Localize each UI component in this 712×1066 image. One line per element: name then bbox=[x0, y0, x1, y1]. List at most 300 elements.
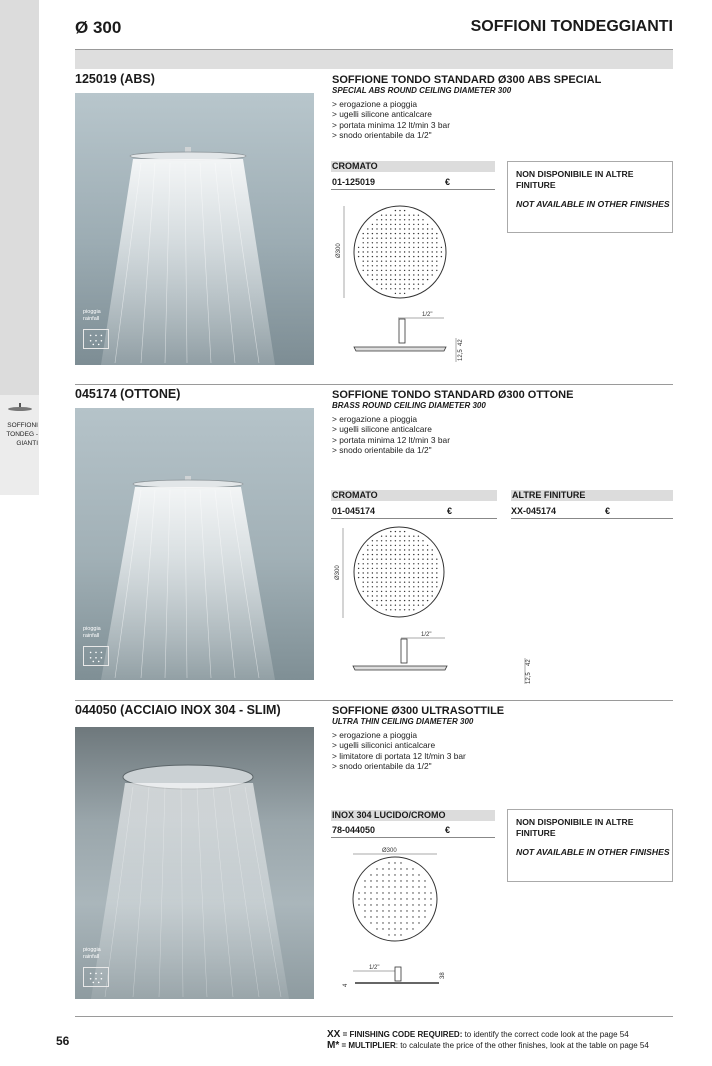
nozzle-dot bbox=[363, 572, 364, 573]
nozzle-dot bbox=[358, 568, 359, 569]
nozzle-dot bbox=[399, 554, 400, 555]
nozzle-dot bbox=[409, 540, 410, 541]
nozzle-dot bbox=[409, 270, 410, 271]
finish-label: CROMATO bbox=[331, 161, 495, 172]
nozzle-dot bbox=[376, 568, 377, 569]
nozzle-dot bbox=[432, 591, 433, 592]
footer-divider bbox=[75, 1016, 673, 1017]
nozzle-dot bbox=[412, 904, 413, 905]
nozzle-dot bbox=[436, 577, 437, 578]
nozzle-dot bbox=[386, 215, 387, 216]
nozzle-dot bbox=[404, 582, 405, 583]
nozzle-dot bbox=[400, 928, 401, 929]
nozzle-dot bbox=[386, 256, 387, 257]
nozzle-dot bbox=[404, 293, 405, 294]
nozzle-dot bbox=[390, 586, 391, 587]
nozzle-dot bbox=[412, 874, 413, 875]
nozzle-dot bbox=[376, 874, 377, 875]
nozzle-dot bbox=[422, 600, 423, 601]
nozzle-dot bbox=[424, 904, 425, 905]
nozzle-dot bbox=[376, 572, 377, 573]
nozzle-dot bbox=[386, 279, 387, 280]
dim-height-2: 38 bbox=[440, 972, 446, 979]
nozzle-dot bbox=[424, 916, 425, 917]
nozzle-dot bbox=[390, 605, 391, 606]
nozzle-dot bbox=[395, 288, 396, 289]
nozzle-dot bbox=[367, 577, 368, 578]
nozzle-dot bbox=[418, 916, 419, 917]
nozzle-dot bbox=[376, 256, 377, 257]
nozzle-dot bbox=[372, 540, 373, 541]
nozzle-dot bbox=[395, 595, 396, 596]
nozzle-dot bbox=[418, 922, 419, 923]
nozzle-dot bbox=[395, 215, 396, 216]
nozzle-dot bbox=[399, 219, 400, 220]
footer-xx-legend: XX = FINISHING CODE REQUIRED: to identify the correct code look at the page 54 bbox=[327, 1029, 629, 1040]
nozzle-dot bbox=[404, 609, 405, 610]
nozzle-dot bbox=[404, 274, 405, 275]
nozzle-dot bbox=[370, 898, 371, 899]
nozzle-dot bbox=[418, 288, 419, 289]
nozzle-dot bbox=[370, 874, 371, 875]
other-finishes-label: ALTRE FINITURE bbox=[511, 490, 673, 501]
nozzle-dot bbox=[424, 910, 425, 911]
nozzle-dot bbox=[400, 898, 401, 899]
nozzle-dot bbox=[404, 284, 405, 285]
nozzle-dot bbox=[412, 886, 413, 887]
nozzle-dot bbox=[427, 270, 428, 271]
nozzle-dot bbox=[367, 247, 368, 248]
nozzle-dot bbox=[418, 874, 419, 875]
nozzle-dot bbox=[363, 582, 364, 583]
photo-label: pioggia rainfall bbox=[83, 626, 101, 639]
nozzle-dot bbox=[395, 238, 396, 239]
nozzle-dot bbox=[386, 554, 387, 555]
nozzle-dot bbox=[399, 270, 400, 271]
nozzle-dot bbox=[413, 582, 414, 583]
nozzle-dot bbox=[409, 247, 410, 248]
nozzle-dot bbox=[409, 554, 410, 555]
nozzle-dot bbox=[381, 256, 382, 257]
nozzle-dot bbox=[399, 605, 400, 606]
nozzle-dot bbox=[381, 270, 382, 271]
nozzle-dot bbox=[432, 265, 433, 266]
shower-photo-art bbox=[75, 93, 314, 365]
nozzle-dot bbox=[376, 242, 377, 243]
nozzle-dot bbox=[409, 568, 410, 569]
nozzle-dot bbox=[372, 582, 373, 583]
nozzle-dot bbox=[372, 572, 373, 573]
dim-diameter: Ø300 bbox=[335, 565, 341, 580]
nozzle-dot bbox=[436, 563, 437, 564]
nozzle-dot bbox=[363, 261, 364, 262]
nozzle-dot bbox=[432, 586, 433, 587]
nozzle-dot bbox=[400, 874, 401, 875]
nozzle-dot bbox=[422, 270, 423, 271]
nozzle-dot bbox=[395, 224, 396, 225]
nozzle-dot bbox=[399, 595, 400, 596]
product-code: 045174 (OTTONE) bbox=[75, 387, 181, 401]
nozzle-dot bbox=[395, 256, 396, 257]
nozzle-dot bbox=[400, 868, 401, 869]
nozzle-dot bbox=[432, 572, 433, 573]
nozzle-dot bbox=[358, 577, 359, 578]
nozzle-dot bbox=[418, 898, 419, 899]
nozzle-dot bbox=[395, 568, 396, 569]
dim-height-2: 42 bbox=[526, 659, 532, 666]
nozzle-dot bbox=[413, 261, 414, 262]
nozzle-dot bbox=[363, 238, 364, 239]
nozzle-dot bbox=[376, 274, 377, 275]
finish-underline bbox=[331, 837, 495, 838]
nozzle-dot bbox=[399, 545, 400, 546]
nozzle-dot bbox=[376, 559, 377, 560]
nozzle-dot bbox=[404, 600, 405, 601]
nozzle-dot bbox=[427, 256, 428, 257]
nozzle-dot bbox=[404, 536, 405, 537]
nozzle-dot bbox=[430, 898, 431, 899]
nozzle-dot bbox=[382, 922, 383, 923]
nozzle-dot bbox=[400, 916, 401, 917]
nozzle-dot bbox=[399, 536, 400, 537]
nozzle-dot bbox=[358, 892, 359, 893]
nozzle-dot bbox=[395, 274, 396, 275]
nozzle-dot bbox=[381, 288, 382, 289]
nozzle-dot bbox=[376, 868, 377, 869]
finish-code: 78-044050 bbox=[332, 825, 376, 835]
nozzle-dot bbox=[436, 572, 437, 573]
nozzle-dot bbox=[386, 224, 387, 225]
nozzle-dot bbox=[409, 559, 410, 560]
nozzle-dot bbox=[412, 916, 413, 917]
nozzle-dot bbox=[413, 238, 414, 239]
nozzle-dot bbox=[432, 563, 433, 564]
product-section-2 bbox=[75, 384, 673, 699]
nozzle-dot bbox=[388, 928, 389, 929]
nozzle-dot bbox=[413, 545, 414, 546]
nozzle-dot bbox=[386, 609, 387, 610]
nozzle-dot bbox=[404, 270, 405, 271]
nozzle-dot bbox=[409, 279, 410, 280]
product-section-1 bbox=[75, 69, 673, 384]
nozzle-dot bbox=[363, 563, 364, 564]
nozzle-dot bbox=[399, 233, 400, 234]
nozzle-dot bbox=[370, 922, 371, 923]
nozzle-dot bbox=[372, 224, 373, 225]
nozzle-dot bbox=[432, 270, 433, 271]
nozzle-dot bbox=[386, 284, 387, 285]
nozzle-dot bbox=[382, 868, 383, 869]
nozzle-dot bbox=[363, 568, 364, 569]
nozzle-dot bbox=[404, 586, 405, 587]
nozzle-dot bbox=[427, 595, 428, 596]
nozzle-dot bbox=[388, 934, 389, 935]
nozzle-dot bbox=[364, 916, 365, 917]
nozzle-dot bbox=[432, 261, 433, 262]
nozzle-dot bbox=[432, 256, 433, 257]
nozzle-dot bbox=[395, 609, 396, 610]
nozzle-dot bbox=[370, 904, 371, 905]
nozzle-dot bbox=[409, 536, 410, 537]
nozzle-dot bbox=[399, 600, 400, 601]
nozzle-dot bbox=[399, 265, 400, 266]
nozzle-dot bbox=[381, 228, 382, 229]
nozzle-dot bbox=[376, 591, 377, 592]
nozzle-dot bbox=[409, 572, 410, 573]
finish-label: CROMATO bbox=[331, 490, 497, 501]
nozzle-dot bbox=[363, 247, 364, 248]
nozzle-dot bbox=[399, 293, 400, 294]
nozzle-dot bbox=[412, 922, 413, 923]
nozzle-dot bbox=[399, 274, 400, 275]
technical-drawing bbox=[334, 202, 494, 362]
nozzle-dot bbox=[413, 549, 414, 550]
nozzle-dot bbox=[367, 251, 368, 252]
nozzle-dot bbox=[381, 595, 382, 596]
nozzle-dot bbox=[390, 545, 391, 546]
nozzle-dot bbox=[376, 904, 377, 905]
nozzle-dot bbox=[422, 577, 423, 578]
nozzle-dot bbox=[422, 549, 423, 550]
shower-photo-art bbox=[75, 727, 314, 999]
nozzle-dot bbox=[370, 910, 371, 911]
nozzle-dot bbox=[406, 910, 407, 911]
nozzle-dot bbox=[409, 549, 410, 550]
nozzle-dot bbox=[394, 922, 395, 923]
nozzle-dot bbox=[418, 242, 419, 243]
nozzle-dot bbox=[395, 586, 396, 587]
nozzle-dot bbox=[372, 600, 373, 601]
nozzle-dot bbox=[390, 540, 391, 541]
dim-thread: 1/2" bbox=[421, 632, 432, 638]
nozzle-dot bbox=[399, 591, 400, 592]
nozzle-dot bbox=[381, 582, 382, 583]
nozzle-dot bbox=[386, 582, 387, 583]
nozzle-dot bbox=[394, 910, 395, 911]
rainfall-icon bbox=[83, 329, 109, 349]
nozzle-dot bbox=[395, 605, 396, 606]
nozzle-dot bbox=[395, 540, 396, 541]
nozzle-dot bbox=[418, 284, 419, 285]
nozzle-dot bbox=[409, 605, 410, 606]
nozzle-dot bbox=[388, 904, 389, 905]
nozzle-dot bbox=[367, 563, 368, 564]
nozzle-dot bbox=[404, 261, 405, 262]
nozzle-dot bbox=[422, 261, 423, 262]
nozzle-dot bbox=[372, 559, 373, 560]
nozzle-dot bbox=[372, 591, 373, 592]
nozzle-dot bbox=[404, 279, 405, 280]
nozzle-dot bbox=[367, 545, 368, 546]
nozzle-dot bbox=[422, 595, 423, 596]
nozzle-dot bbox=[418, 274, 419, 275]
nozzle-dot bbox=[427, 242, 428, 243]
nozzle-dot bbox=[376, 219, 377, 220]
finish-label: INOX 304 LUCIDO/CROMO bbox=[331, 810, 495, 821]
nozzle-dot bbox=[418, 549, 419, 550]
nozzle-dot bbox=[376, 582, 377, 583]
section-divider bbox=[75, 700, 673, 701]
nozzle-dot bbox=[413, 577, 414, 578]
nozzle-dot bbox=[409, 582, 410, 583]
nozzle-dot bbox=[372, 261, 373, 262]
nozzle-dot bbox=[395, 600, 396, 601]
nozzle-dot bbox=[395, 577, 396, 578]
nozzle-dot bbox=[367, 233, 368, 234]
nozzle-dot bbox=[412, 910, 413, 911]
nozzle-dot bbox=[382, 898, 383, 899]
nozzle-dot bbox=[413, 609, 414, 610]
nozzle-dot bbox=[390, 256, 391, 257]
nozzle-dot bbox=[372, 228, 373, 229]
nozzle-dot bbox=[404, 577, 405, 578]
notice-english: NOT AVAILABLE IN OTHER FINISHES bbox=[516, 199, 670, 209]
nozzle-dot bbox=[395, 247, 396, 248]
nozzle-dot bbox=[409, 224, 410, 225]
page-diameter-title: Ø 300 bbox=[75, 18, 122, 37]
nozzle-dot bbox=[399, 284, 400, 285]
nozzle-dot bbox=[412, 892, 413, 893]
nozzle-dot bbox=[424, 892, 425, 893]
nozzle-dot bbox=[406, 874, 407, 875]
availability-notice bbox=[507, 809, 673, 882]
nozzle-dot bbox=[409, 242, 410, 243]
nozzle-dot bbox=[395, 210, 396, 211]
nozzle-dot bbox=[441, 251, 442, 252]
nozzle-dot bbox=[372, 549, 373, 550]
nozzle-dot bbox=[382, 916, 383, 917]
nozzle-dot bbox=[418, 270, 419, 271]
product-code: 044050 (ACCIAIO INOX 304 - SLIM) bbox=[75, 703, 281, 717]
nozzle-dot bbox=[409, 577, 410, 578]
nozzle-dot bbox=[427, 224, 428, 225]
nozzle-dot bbox=[381, 559, 382, 560]
nozzle-dot bbox=[418, 586, 419, 587]
nozzle-dot bbox=[399, 577, 400, 578]
nozzle-dot bbox=[367, 595, 368, 596]
nozzle-dot bbox=[422, 247, 423, 248]
nozzle-dot bbox=[372, 568, 373, 569]
nozzle-dot bbox=[418, 910, 419, 911]
nozzle-dot bbox=[390, 572, 391, 573]
nozzle-dot bbox=[404, 559, 405, 560]
nozzle-dot bbox=[364, 886, 365, 887]
page-number: 56 bbox=[56, 1034, 70, 1048]
nozzle-dot bbox=[390, 559, 391, 560]
nozzle-dot bbox=[358, 904, 359, 905]
nozzle-dot bbox=[388, 874, 389, 875]
nozzle-dot bbox=[394, 880, 395, 881]
nozzle-dot bbox=[386, 559, 387, 560]
nozzle-dot bbox=[388, 922, 389, 923]
nozzle-dot bbox=[386, 600, 387, 601]
nozzle-dot bbox=[386, 540, 387, 541]
nozzle-dot bbox=[372, 274, 373, 275]
finish-underline bbox=[331, 518, 497, 519]
nozzle-dot bbox=[427, 591, 428, 592]
nozzle-dot bbox=[382, 880, 383, 881]
nozzle-dot bbox=[372, 279, 373, 280]
nozzle-dot bbox=[390, 288, 391, 289]
nozzle-dot bbox=[376, 892, 377, 893]
nozzle-dot bbox=[376, 886, 377, 887]
nozzle-dot bbox=[390, 531, 391, 532]
nozzle-dot bbox=[409, 228, 410, 229]
nozzle-dot bbox=[406, 886, 407, 887]
product-subtitle: BRASS ROUND CEILING DIAMETER 300 bbox=[332, 401, 486, 410]
nozzle-dot bbox=[418, 228, 419, 229]
dim-thread: 1/2" bbox=[369, 965, 380, 971]
page-category-title: SOFFIONI TONDEGGIANTI bbox=[470, 18, 673, 35]
nozzle-dot bbox=[427, 251, 428, 252]
nozzle-dot bbox=[363, 265, 364, 266]
nozzle-dot bbox=[400, 934, 401, 935]
nozzle-dot bbox=[404, 531, 405, 532]
nozzle-dot bbox=[358, 572, 359, 573]
nozzle-dot bbox=[395, 582, 396, 583]
nozzle-dot bbox=[376, 540, 377, 541]
nozzle-dot bbox=[376, 279, 377, 280]
nozzle-dot bbox=[381, 233, 382, 234]
nozzle-dot bbox=[381, 605, 382, 606]
nozzle-dot bbox=[436, 261, 437, 262]
nozzle-dot bbox=[376, 577, 377, 578]
nozzle-dot bbox=[418, 251, 419, 252]
nozzle-dot bbox=[367, 274, 368, 275]
nozzle-dot bbox=[370, 916, 371, 917]
rainfall-icon bbox=[83, 967, 109, 987]
nozzle-dot bbox=[395, 233, 396, 234]
nozzle-dot bbox=[376, 605, 377, 606]
notice-italian: NON DISPONIBILE IN ALTRE FINITURE bbox=[516, 817, 634, 838]
nozzle-dot bbox=[413, 270, 414, 271]
nozzle-dot bbox=[418, 215, 419, 216]
nozzle-dot bbox=[400, 892, 401, 893]
side-tab-label: SOFFIONI TONDEG - GIANTI bbox=[6, 422, 38, 447]
nozzle-dot bbox=[395, 531, 396, 532]
nozzle-dot bbox=[381, 577, 382, 578]
nozzle-dot bbox=[418, 233, 419, 234]
nozzle-dot bbox=[386, 233, 387, 234]
nozzle-dot bbox=[432, 577, 433, 578]
nozzle-dot bbox=[413, 595, 414, 596]
nozzle-dot bbox=[427, 233, 428, 234]
nozzle-dot bbox=[394, 886, 395, 887]
nozzle-dot bbox=[386, 591, 387, 592]
nozzle-dot bbox=[372, 256, 373, 257]
nozzle-dot bbox=[413, 279, 414, 280]
nozzle-dot bbox=[390, 242, 391, 243]
nozzle-dot bbox=[381, 261, 382, 262]
nozzle-dot bbox=[404, 215, 405, 216]
nozzle-dot bbox=[413, 242, 414, 243]
nozzle-dot bbox=[395, 554, 396, 555]
nozzle-dot bbox=[422, 251, 423, 252]
nozzle-dot bbox=[436, 568, 437, 569]
nozzle-dot bbox=[390, 233, 391, 234]
dim-height: 12,5 bbox=[526, 672, 532, 684]
nozzle-dot bbox=[372, 554, 373, 555]
nozzle-dot bbox=[404, 224, 405, 225]
nozzle-dot bbox=[400, 880, 401, 881]
nozzle-dot bbox=[394, 898, 395, 899]
nozzle-dot bbox=[406, 892, 407, 893]
nozzle-dot bbox=[386, 238, 387, 239]
nozzle-dot bbox=[381, 600, 382, 601]
nozzle-dot bbox=[418, 600, 419, 601]
nozzle-dot bbox=[381, 224, 382, 225]
nozzle-dot bbox=[399, 540, 400, 541]
